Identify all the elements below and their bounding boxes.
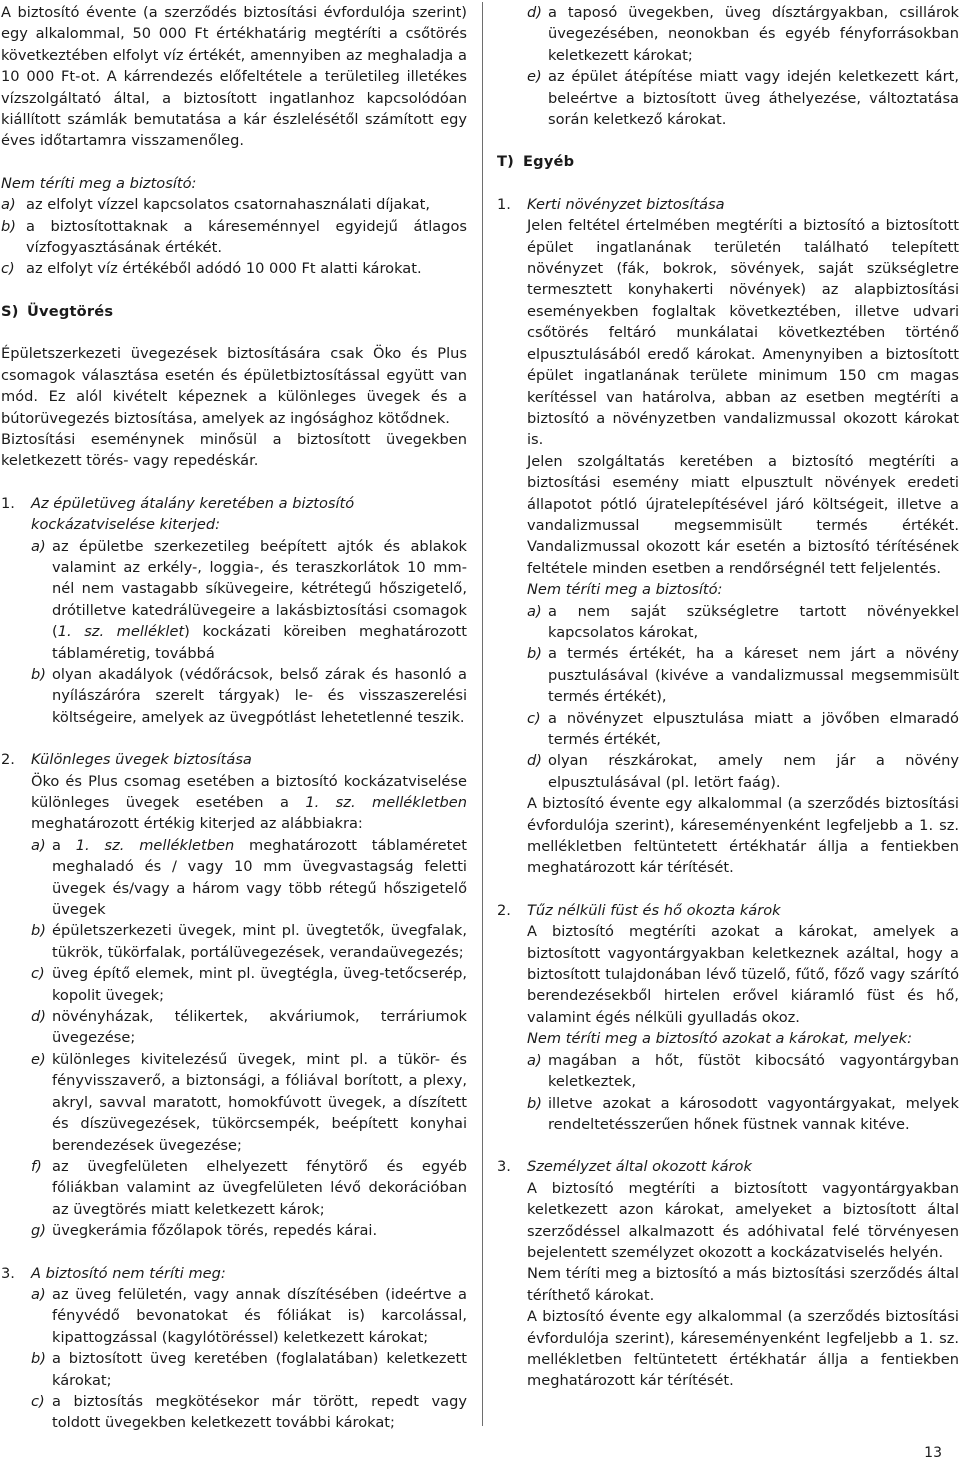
list-item: e) az épület átépítése miatt vagy idején keletkezett kárt, beleértve a biztosított üveg áthelyezése, változtatása során keletkező károkat. xyxy=(527,68,959,129)
page-number: 13 xyxy=(924,1445,942,1461)
list-item: a) a 1. sz. mellékletben meghatározott táblaméretet meghaladó és / vagy 10 mm üvegvastagság feletti üvegek és/vagy a három vagy több rétegű hőszigetelő üvegek xyxy=(31,836,467,919)
section-heading-t: T) Egyéb xyxy=(497,153,575,171)
left-column: A biztosító évente (a szerződés biztosítási évfordulója szerint) egy alkalommal, 50 000 Ft értékhatárig megtéríti a csőtörés következtében elfolyt víz értékét, amennyiben az meghaladja a 10 000 Ft-ot. A kárrendezés előfeltétele a területileg illetékes vízszolgáltató által, a biztosított ingatlanhoz kapcsolódóan kiállított számlák bemutatása a kár észlelésétől számított egy éves időtartamra visszamenőleg. Nem téríti meg a biztosító: a) az elfolyt vízzel kapcsolatos csatornahasználati díjakat, b) a biztosítottaknak a káreseménnyel egyidejű átlagos vízfogyasztásának értékét. c) az elfolyt víz értékéből adódó 10 000 Ft alatti károkat. S) Üvegtörés Épületszerkezeti üvegezések biztosítására csak Öko és Plus csomagok választása esetén és épületbiztosítással együtt van mód. Ez alól kivételt képeznek a különleges üvegek és a bútorüvegezés biztosítása, amelyek az ingósághoz kötődnek. Biztosítási eseménynek minősül a biztosított üvegekben keletkezett törés- vagy repedéskár. 1. Az épületüveg átalány keretében a biztosító kockázatviselése kiterjed: a) az épületbe szerkezetileg beépített ajtók és ablakok valamint az erkély-, loggia-, és teraszkorlátok 10 mm-nél nem vastagabb síküvegeire, kétrétegű hőszigetelő, drótilletve katedrálüvegeire a lakásbiztosítási csomagok (1. sz. melléklet) kockázati köreiben meghatározott táblaméretig, továbbá b) olyan akadályok (védőrácsok, belső zárak és hasonló a nyílászáróra szerelt tárgyak) le- és visszaszerelési költségeire, amelyek az üvegpótlást lehetetlenné teszik. 2. Különleges üvegek biztosítása Öko és Plus csomag esetében a biztosító kockázatviselése különleges üvegek esetében a 1. sz. mellékletben meghatározott értékig kiterjed az alábbiakra: a) a 1. sz. mellékletben meghatározott táblaméretet meghaladó és / vagy 10 mm üvegvastagság feletti üvegek és/vagy a három vagy több rétegű hőszigetelő üvegek b) épületszerkezeti üvegek, mint pl. üvegtetők, üvegfalak, tükrök, tükörfalak, portálüvegezések, verandaüvegezés; c) üveg építő elemek, mint pl. üvegtégla, üveg-tetőcserép, kopolit üvegek; d) növényházak, télikertek, akváriumok, terráriumok üvegezése; e) különleges kivitelezésű üvegek, mint pl. a tükör- és fényvisszaverő, a biztonsági, a fóliával borított, a plexy, akryl, savval maratott, homokfúvott üvegek, a díszített és díszüvegezések, tükörcsempék, beépített konyhai berendezések üvegezése; f) az üvegfelületen elhelyezett fénytörő és egyéb fóliákban valamint az üvegfelületen lévő dekorációban az üvegtörés miatt keletkezett károk; g) üvegkerámia főzőlapok törés, repedés kárai. 3. A biztosító nem téríti meg: a) az üveg felületén, vagy annak díszítésében (ideértve a fényvédő bevonatokat és fóliákat is) karcolással, kipattogzással (kagylótöréssel) keletkezett károkat; b) a biztosított üveg keretében (foglalatában) keletkezett károkat; c) a biztosítás megkötésekor már törött, repedt vagy toldott üvegekben keletkezett további károkat; xyxy=(1,2,467,1434)
intro-paragraph: A biztosító évente (a szerződés biztosítási évfordulója szerint) egy alkalommal, 50 000 Ft értékhatárig megtéríti a csőtörés következtében elfolyt víz értékét, amennyiben az meghaladja a 10 000 Ft-ot. A kárrendezés előfeltétele a területileg illetékes vízszolgáltató által, a biztosított ingatlanhoz kapcsolódóan kiállított számlák bemutatása a kár észlelésétől számított egy éves időtartamra visszamenőleg. xyxy=(1,4,467,150)
list-item: b) épületszerkezeti üvegek, mint pl. üvegtetők, üvegfalak, tükrök, tükörfalak, portálüvegezések, verandaüvegezés; xyxy=(31,922,467,961)
list-item: c) a növényzet elpusztulása miatt a jövőben elmaradó termés értékét, xyxy=(527,709,959,748)
list-item: b) olyan akadályok (védőrácsok, belső zárak és hasonló a nyílászáróra szerelt tárgyak) le- és visszaszerelési költségeire, amelyek az üvegpótlást lehetetlenné teszik. xyxy=(31,665,467,726)
exclusion-title: Nem téríti meg a biztosító: xyxy=(1,174,197,192)
numbered-item: 3. A biztosító nem téríti meg: xyxy=(1,1264,226,1282)
list-item: d) a taposó üvegekben, üveg dísztárgyakban, csillárok üvegezésében, neonokban és egyéb fényforrásokban keletkezett károkat; xyxy=(527,4,959,64)
list-item: a) a nem saját szükségletre tartott növényekkel kapcsolatos károkat, xyxy=(527,602,959,641)
list-item: b) a biztosított üveg keretében (foglalatában) keletkezett károkat; xyxy=(31,1350,467,1389)
list-item: f) az üvegfelületen elhelyezett fénytörő és egyéb fóliákban valamint az üvegfelületen lévő dekorációban az üvegtörés miatt keletkezett károk; xyxy=(31,1157,467,1218)
list-item: b) a biztosítottaknak a káreseménnyel egyidejű átlagos vízfogyasztásának értékét. xyxy=(1,217,467,257)
numbered-item: 2. Különleges üvegek biztosítása xyxy=(1,751,252,769)
list-item: d) olyan részkárokat, amely nem jár a növény elpusztulásával (pl. letört faág). xyxy=(527,752,959,791)
list-item: c) üveg építő elemek, mint pl. üvegtégla, üveg-tetőcserép, kopolit üvegek; xyxy=(31,965,467,1004)
numbered-item: 1. Az épületüveg átalány keretében a biztosító kockázatviselése kiterjed: xyxy=(1,494,355,534)
list-item: c) a biztosítás megkötésekor már törött, repedt vagy toldott üvegekben keletkezett további károkat; xyxy=(31,1392,467,1432)
numbered-item: 1. Kerti növényzet biztosítása xyxy=(497,195,725,213)
numbered-item: 2. Tűz nélküli füst és hő okozta károk xyxy=(497,901,781,919)
list-item: a) az elfolyt vízzel kapcsolatos csatornahasználati díjakat, xyxy=(1,196,430,214)
list-item: e) különleges kivitelezésű üvegek, mint pl. a tükör- és fényvisszaverő, a biztonsági, a fóliával borított, a plexy, akryl, savval maratott, homokfúvott üvegek, a díszített és díszüvegezések, tükörcsempék, beépített konyhai berendezések üvegezése; xyxy=(31,1050,467,1154)
list-item: a) az épületbe szerkezetileg beépített ajtók és ablakok valamint az erkély-, loggia-, és teraszkorlátok 10 mm-nél nem vastagabb síküvegeire, kétrétegű hőszigetelő, drótilletve katedrálüvegeire a lakásbiztosítási csomagok (1. sz. melléklet) kockázati köreiben meghatározott táblaméretig, továbbá xyxy=(31,537,468,662)
column-divider xyxy=(482,2,483,1426)
right-column: d) a taposó üvegekben, üveg dísztárgyakban, csillárok üvegezésében, neonokban és egyéb fényforrásokban keletkezett károkat; e) az épület átépítése miatt vagy idején keletkezett kárt, beleértve a biztosított üveg áthelyezése, változtatása során keletkező károkat. T) Egyéb 1. Kerti növényzet biztosítása Jelen feltétel értelmében megtéríti a biztosító a biztosított épület ingatlanának területén található telepített növényzet (fák, bokrok, sövények, saját szükségletre termesztett konyhakerti növények) az alapbiztosítási eseményekben foglaltak következtében, illetve udvari csőtörés feltáró munkálatai következtében történő elpusztulásából eredő károkat. Amenynyiben a biztosított épület ingatlanának területe minimum 150 cm magas kerítéssel van határolva, abban az esetben megtéríti a biztosító a növényzetben vandalizmussal okozott károkat is. Jelen szolgáltatás keretében a biztosító megtéríti a biztosítási esemény miatt elpusztult növények eredeti állapotot pótló újratelepítésével járó költségeit, illetve a vandalizmussal megsemmisült termés értékét. Vandalizmussal okozott kár esetén a biztosító térítésének feltétele minden esetben a rendőrségnél tett feljelentés. Nem téríti meg a biztosító: a) a nem saját szükségletre tartott növényekkel kapcsolatos károkat, b) a termés értékét, ha a káreset nem járt a növény pusztulásával (kivéve a vandalizmussal megsemmisült termés értékét), c) a növényzet elpusztulása miatt a jövőben elmaradó termés értékét, d) olyan részkárokat, amely nem jár a növény elpusztulásával (pl. letört faág). A biztosító évente egy alkalommal (a szerződés biztosítási évfordulója szerint), káreseményenként legfeljebb a 1. sz. mellékletben feltüntetett értékhatár állja a fentiekben meghatározott kár térítését. 2. Tűz nélküli füst és hő okozta károk A biztosító megtéríti azokat a károkat, amelyek a biztosított vagyontárgyakban keletkeznek azáltal, hogy a biztosított tulajdonában lévő tüzelő, fűtő, főző vagy szárító berendezésekből hirtelen erővel kiáramló füst és hő, valamint égés nélküli gyulladás okoz. Nem téríti meg a biztosító azokat a károkat, melyek: a) magában a hőt, füstöt kibocsátó vagyontárgyban keletkeztek, b) illetve azokat a károsodott vagyontárgyakat, melyek rendeltetésszerűen hőnek füstnek vannak kitéve. 3. Személyzet által okozott károk A biztosító megtéríti a biztosított vagyontárgyakban keletkezett azon károkat, amelyeket a biztosított által szerződéssel alkalmazott és adóhivatal felé törvényesen bejelentett személyzet okozott a kockázatviselés helyén. Nem téríti meg a biztosító a más biztosítási szerződés által téríthető károkat. A biztosító évente egy alkalommal (a szerződés biztosítási évfordulója szerint), káreseményenként legfeljebb a 1. sz. mellékletben feltüntetett értékhatár állja a fentiekben meghatározott kár térítését. xyxy=(497,4,959,1390)
glass-intro: Biztosítási eseménynek minősül a biztosított üvegekben keletkezett törés- vagy repedéskár. xyxy=(1,430,467,470)
list-item: a) magában a hőt, füstöt kibocsátó vagyontárgyban keletkeztek, xyxy=(527,1051,959,1091)
list-item: a) az üveg felületén, vagy annak díszítésében (ideértve a fényvédő bevonatokat és fóliákat is) karcolással, kipattogzással (kagylótöréssel) keletkezett károkat; xyxy=(31,1285,467,1346)
numbered-item: 3. Személyzet által okozott károk xyxy=(497,1158,752,1176)
list-item: g) üvegkerámia főzőlapok törés, repedés kárai. xyxy=(31,1222,378,1240)
list-item: b) illetve azokat a károsodott vagyontárgyakat, melyek rendeltetésszerűen hőnek füstnek vannak kitéve. xyxy=(527,1094,959,1133)
list-item: c) az elfolyt víz értékéből adódó 10 000 Ft alatti károkat. xyxy=(1,260,422,278)
section-heading-s: S) Üvegtörés xyxy=(1,302,114,320)
list-item: d) növényházak, télikertek, akváriumok, terráriumok üvegezése; xyxy=(31,1008,467,1047)
glass-intro: Épületszerkezeti üvegezések biztosítására csak Öko és Plus csomagok választása esetén és épületbiztosítással együtt van mód. Ez alól kivételt képeznek a különleges üvegek és a bútorüvegezés biztosítása, amelyek az ingósághoz kötődnek. xyxy=(1,345,467,427)
list-item: b) a termés értékét, ha a káreset nem járt a növény pusztulásával (kivéve a vandalizmussal megsemmisült termés értékét), xyxy=(527,645,959,706)
